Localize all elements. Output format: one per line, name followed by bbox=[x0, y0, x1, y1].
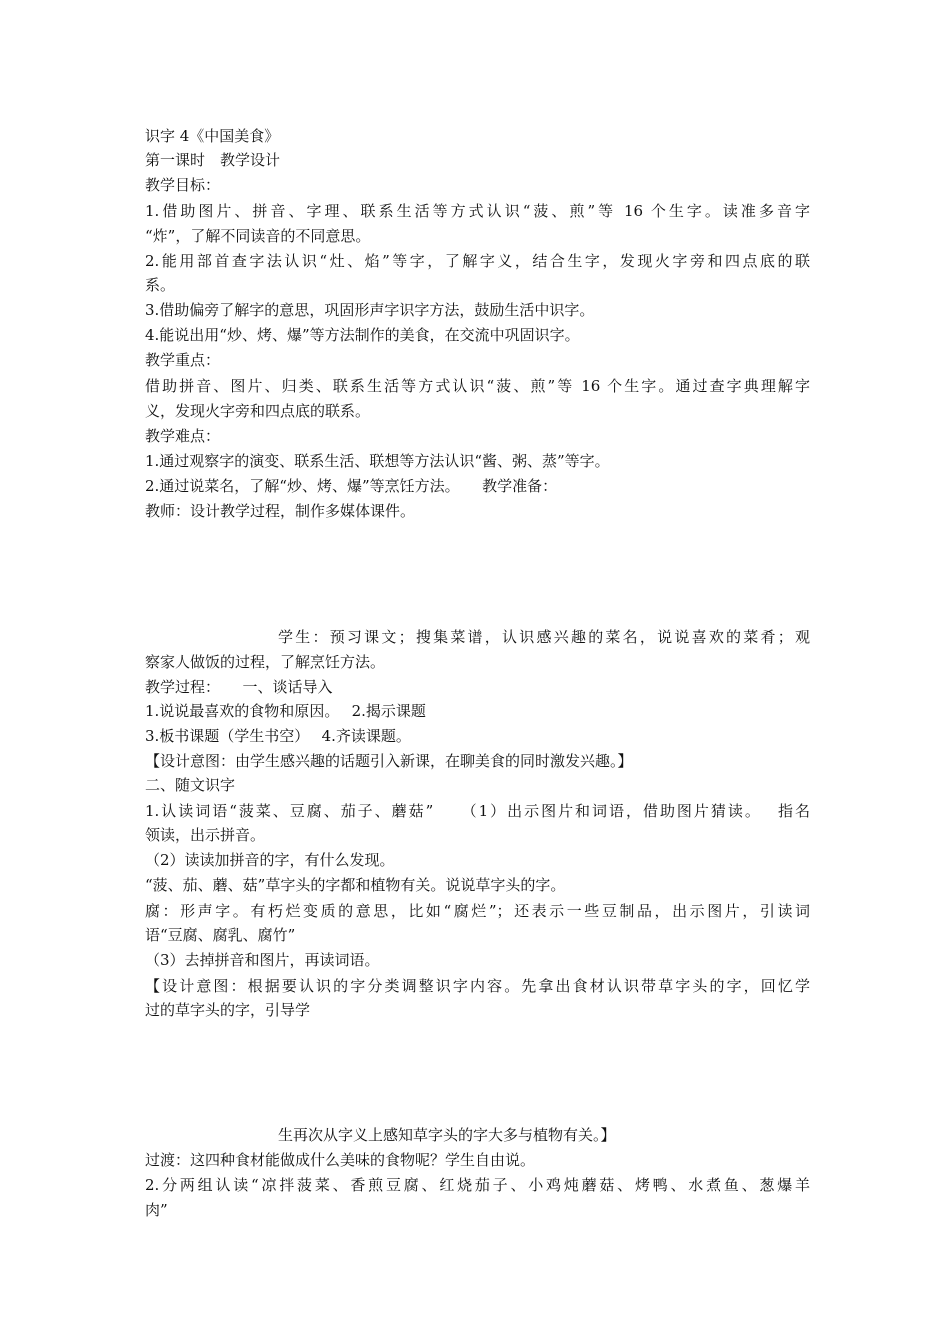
section-heading: 教学过程： 一、谈话导入 bbox=[145, 678, 333, 696]
section-heading: 教学重点： bbox=[145, 351, 221, 369]
body-line: 过渡：这四种食材能做成什么美味的食物呢？学生自由说。 bbox=[145, 1151, 536, 1169]
body-line: 1.认读词语“菠菜、豆腐、茄子、蘑菇” （1）出示图片和词语，借助图片猜读。 指名 bbox=[145, 802, 810, 820]
body-line: 2.分两组认读“凉拌菠菜、香煎豆腐、红烧茄子、小鸡炖蘑菇、烤鸭、水煮鱼、葱爆羊 bbox=[145, 1176, 810, 1194]
section-heading: 教学难点： bbox=[145, 427, 221, 445]
design-intent-note: 【设计意图：由学生感兴趣的话题引入新课，在聊美食的同时激发兴趣。】 bbox=[145, 752, 633, 770]
body-line: 4.能说出用“炒、烤、爆”等方法制作的美食，在交流中巩固识字。 bbox=[145, 326, 580, 344]
lesson-subtitle: 第一课时 教学设计 bbox=[145, 151, 281, 169]
body-line: “炸”，了解不同读音的不同意思。 bbox=[145, 227, 371, 245]
body-line: 借助拼音、图片、归类、联系生活等方式认识“菠、煎”等 16 个生字。通过查字典理解字 bbox=[145, 377, 810, 395]
section-heading: 二、随文识字 bbox=[145, 776, 236, 794]
body-line: （2）读读加拼音的字，有什么发现。 bbox=[145, 851, 395, 869]
body-line: 学生：预习课文；搜集菜谱，认识感兴趣的菜名，说说喜欢的菜肴；观 bbox=[278, 628, 810, 646]
body-line: 1.通过观察字的演变、联系生活、联想等方法认识“酱、粥、蒸”等字。 bbox=[145, 452, 610, 470]
body-line: 2.通过说菜名，了解“炒、烤、爆”等烹饪方法。 教学准备： bbox=[145, 477, 558, 495]
body-line: 2.能用部首查字法认识“灶、焰”等字，了解字义，结合生字，发现火字旁和四点底的联 bbox=[145, 252, 810, 270]
body-line: 1.说说最喜欢的食物和原因。 2.揭示课题 bbox=[145, 702, 426, 720]
design-intent-note: 【设计意图：根据要认识的字分类调整识字内容。先拿出食材认识带草字头的字，回忆学 bbox=[145, 977, 810, 995]
body-line: 领读，出示拼音。 bbox=[145, 826, 266, 844]
body-line: （3）去掉拼音和图片，再读词语。 bbox=[145, 951, 380, 969]
body-line: 肉” bbox=[145, 1201, 168, 1219]
body-line: 教师：设计教学过程，制作多媒体课件。 bbox=[145, 502, 416, 520]
doc-title: 识字 4《中国美食》 bbox=[145, 127, 280, 145]
body-line: 3.板书课题（学生书空） 4.齐读课题。 bbox=[145, 727, 411, 745]
body-line: “菠、茄、蘑、菇”草字头的字都和植物有关。说说草字头的字。 bbox=[145, 876, 566, 894]
body-line: 腐：形声字。有朽烂变质的意思，比如“腐烂”；还表示一些豆制品，出示图片，引读词 bbox=[145, 902, 810, 920]
body-line: 察家人做饭的过程，了解烹饪方法。 bbox=[145, 653, 386, 671]
body-line: 3.借助偏旁了解字的意思，巩固形声字识字方法，鼓励生活中识字。 bbox=[145, 301, 595, 319]
design-intent-note: 生再次从字义上感知草字头的字大多与植物有关。】 bbox=[278, 1126, 616, 1144]
body-line: 语“豆腐、腐乳、腐竹” bbox=[145, 926, 296, 944]
body-line: 系。 bbox=[145, 276, 176, 294]
design-intent-note: 过的草字头的字，引导学 bbox=[145, 1001, 311, 1019]
section-heading: 教学目标： bbox=[145, 176, 221, 194]
body-line: 义，发现火字旁和四点底的联系。 bbox=[145, 402, 371, 420]
body-line: 1.借助图片、拼音、字理、联系生活等方式认识“菠、煎”等 16 个生字。读准多音字 bbox=[145, 202, 810, 220]
